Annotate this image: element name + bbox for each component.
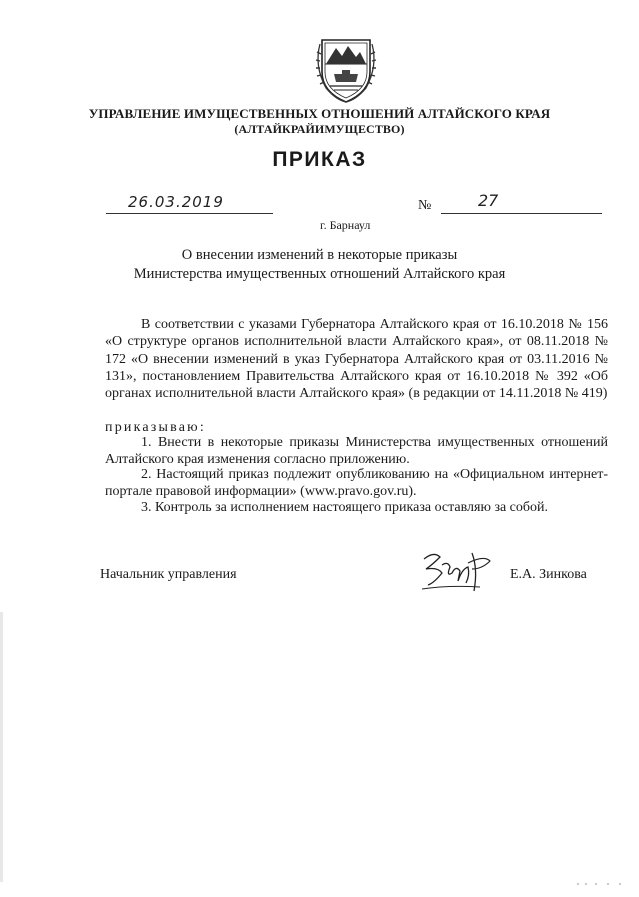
signer-position: Начальник управления <box>100 567 237 582</box>
scan-edge-shadow <box>0 612 3 882</box>
coat-of-arms-icon <box>312 30 380 104</box>
organization-name: УПРАВЛЕНИЕ ИМУЩЕСТВЕННЫХ ОТНОШЕНИЙ АЛТАЙСКОГО КРАЯ <box>88 106 551 121</box>
date-underline <box>106 213 273 214</box>
document-type-title: ПРИКАЗ <box>272 148 367 171</box>
order-item-1: 1. Внести в некоторые приказы Министерства имущественных отношений Алтайского края изменения согласно приложению. <box>105 435 608 468</box>
order-item-2: 2. Настоящий приказ подлежит опубликованию на «Официальном интернет-портале правовой информации» (www.pravo.gov.ru). <box>105 467 608 500</box>
order-item-3: 3. Контроль за исполнением настоящего приказа оставляю за собой. <box>141 500 549 515</box>
subject-line-2: Министерства имущественных отношений Алтайского края <box>133 266 506 282</box>
document-number: 27 <box>478 191 499 210</box>
number-label: № <box>418 198 432 213</box>
city: г. Барнаул <box>320 218 371 232</box>
order-word: приказываю: <box>105 420 206 435</box>
organization-abbreviation: (АЛТАЙКРАЙИМУЩЕСТВО) <box>234 122 405 136</box>
subject-line-1: О внесении изменений в некоторые приказы <box>181 247 458 263</box>
number-underline <box>441 213 602 214</box>
scan-marks <box>574 882 624 886</box>
document-date: 26.03.2019 <box>128 193 224 211</box>
signature-icon <box>418 547 508 593</box>
preamble-paragraph: В соответствии с указами Губернатора Алтайского края от 16.10.2018 № 156 «О структуре органов исполнительной власти Алтайского края», от 08.11.2018 № 172 «О внесении изменений в указ Губернатора Алтайского края от 03.11.2016 № 131», постановлением Правительства Алтайского края от 16.10.2018 № 392 «Об органах исполнительной власти Алтайского края» (в редакции от 14.11.2018 № 419) <box>105 317 608 402</box>
signer-name: Е.А. Зинкова <box>510 567 587 582</box>
